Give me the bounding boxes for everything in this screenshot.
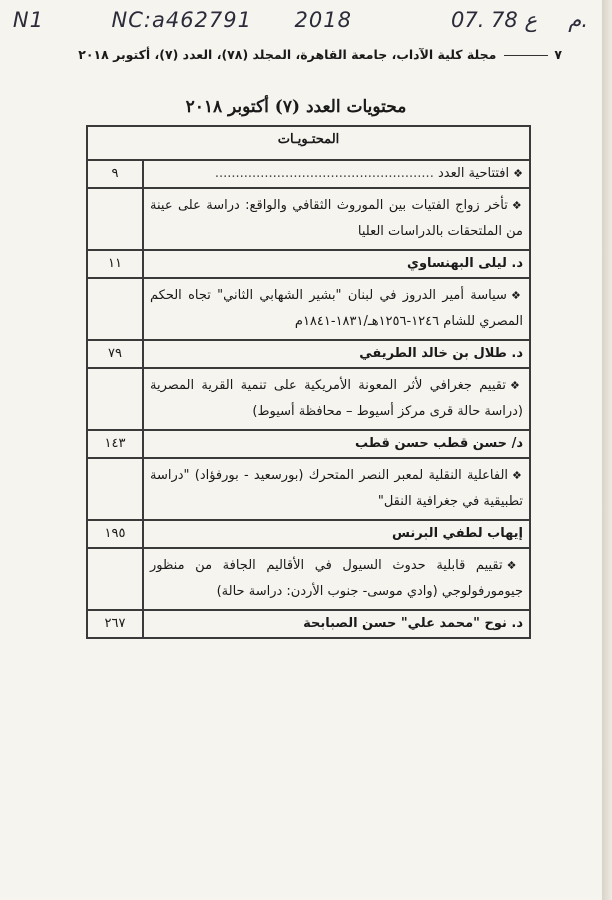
bullet-icon: ❖: [512, 469, 523, 482]
toc-entry-title: ❖تقييم جغرافي لأثر المعونة الأمريكية على تنمية القرية المصرية (دراسة حالة قرى مركز أسيوط – محافظة أسيوط): [143, 368, 530, 430]
toc-entry-author: د. طلال بن خالد الطريفي: [143, 340, 530, 368]
toc-page-number: ٩: [87, 160, 143, 188]
toc-row-title: [87, 188, 530, 250]
bullet-icon: ❖: [513, 167, 523, 180]
table-heading: المحتـويـات: [87, 126, 530, 160]
toc-entry-author: د. نوح "محمد علي" حسن الصبابحة: [143, 610, 530, 638]
toc-entry-title: ❖افتتاحية العدد .....................................................: [143, 160, 530, 188]
handnote-part5: م.: [568, 8, 588, 32]
toc-row-author: [87, 250, 530, 278]
toc-row-title: [87, 458, 530, 520]
header-rule: [504, 55, 548, 56]
toc-row-author: [87, 430, 530, 458]
toc-page-number: ٢٦٧: [87, 610, 143, 638]
toc-page-number: ١٩٥: [87, 520, 143, 548]
header-page-number: ٧: [554, 47, 562, 62]
toc-row-title: [87, 368, 530, 430]
handnote-part4: 07. ع 78: [450, 8, 537, 32]
toc-row-editorial: [87, 160, 530, 188]
toc-entry-author: د/ حسن قطب حسن قطب: [143, 430, 530, 458]
toc-entry-title: ❖تأخر زواج الفتيات بين الموروث الثقافي والواقع: دراسة على عينة من الملتحقات بالدراسات العليا: [143, 188, 530, 250]
toc-entry-title: ❖الفاعلية النقلية لمعبر النصر المتحرك (بورسعيد - بورفؤاد) "دراسة تطبيقية في جغرافية النقل": [143, 458, 530, 520]
bullet-icon: ❖: [506, 559, 523, 572]
toc-page-number: ١٤٣: [87, 430, 143, 458]
toc-entry-title: ❖سياسة أمير الدروز في لبنان "بشير الشهابي الثاني" تجاه الحكم المصري للشام ١٢٤٦-١٢٥٦هـ/١٨٣١-١٨٤١م: [143, 278, 530, 340]
running-header: [66, 47, 562, 62]
handnote-part2: NC:a462791: [111, 8, 252, 32]
contents-title: محتويات العدد (٧) أكتوبر ٢٠١٨: [185, 97, 407, 117]
toc-row-author: [87, 610, 530, 638]
toc-page-number: ١١: [87, 250, 143, 278]
toc-row-author: [87, 340, 530, 368]
leader-dots: .....................................................: [214, 166, 434, 181]
header-text: مجلة كلية الآداب، جامعة القاهرة، المجلد (٧٨)، العدد (٧)، أكتوبر ٢٠١٨: [78, 47, 497, 62]
toc-row-title: [87, 278, 530, 340]
toc-entry-title: ❖تقييم قابلية حدوث السيول في الأقاليم الجافة من منظور جيومورفولوجي (وادي موسى- جنوب الأردن: دراسة حالة): [143, 548, 530, 610]
toc-entry-author: د. ليلى البهنساوي: [143, 250, 530, 278]
handnote-part1: N1: [12, 8, 44, 32]
toc-entry-author: إيهاب لطفي البرنس: [143, 520, 530, 548]
contents-table: [86, 125, 531, 639]
toc-row-title: [87, 548, 530, 610]
toc-row-author: [87, 520, 530, 548]
bullet-icon: ❖: [510, 289, 523, 302]
handwritten-catalog-note: [0, 6, 592, 36]
toc-page-number: ٧٩: [87, 340, 143, 368]
bullet-icon: ❖: [509, 379, 523, 392]
handnote-part3: 2018: [294, 8, 352, 32]
bullet-icon: ❖: [511, 199, 523, 212]
page-edge: [602, 0, 612, 900]
